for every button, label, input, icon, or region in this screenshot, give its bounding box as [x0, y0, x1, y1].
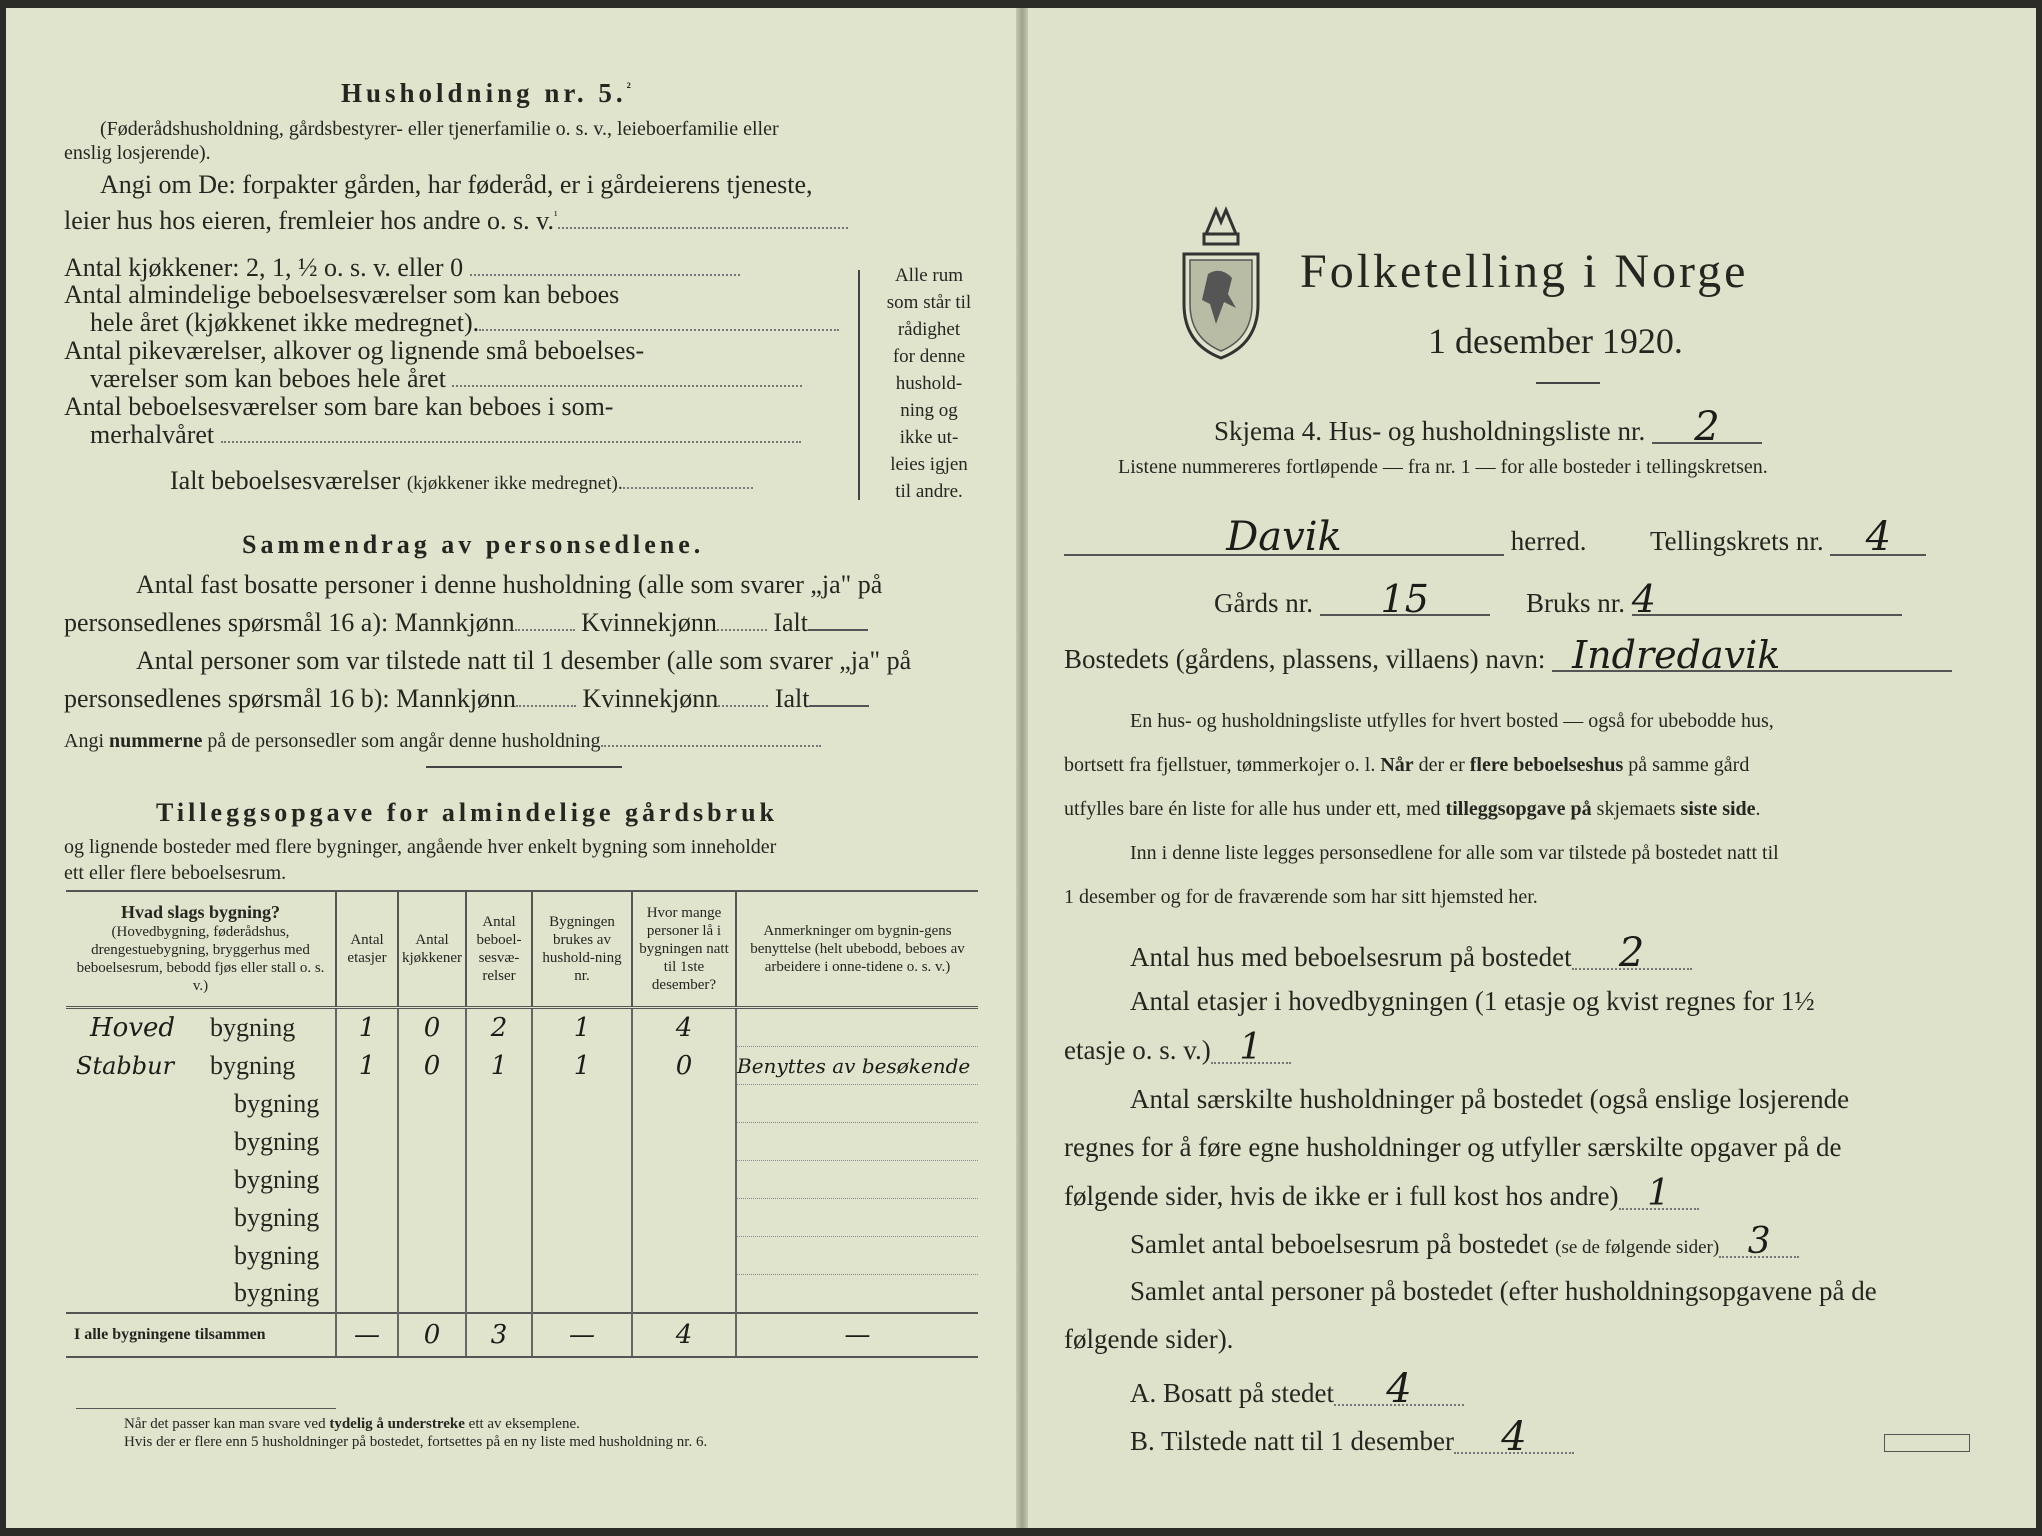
building-suffix: bygning [234, 1088, 320, 1118]
sarskilte-line-1: Antal særskilte husholdninger på bostedet (også enslige losjerende [1130, 1084, 1850, 1114]
cell-husholdning: 1 [532, 1008, 632, 1047]
tillegg-text-1: og lignende bosteder med flere bygninger, angående hver enkelt bygning som inneholder [64, 836, 777, 858]
total-personer: 4 [632, 1313, 736, 1357]
sarskilte-line-3: følgende sider, hvis de ikke er i full kost hos andre) 1 [1064, 1180, 1699, 1212]
angi-line-1: Angi om De: forpakter gården, har føderåd, er i gårdeierens tjeneste, [100, 170, 813, 199]
form-title: Folketelling i Norge [1300, 245, 1749, 298]
brace-line [858, 270, 860, 500]
header-husholdning: Bygningen brukes av hushold-ning nr. [532, 891, 632, 1008]
total-note: — [736, 1313, 978, 1357]
total-label: I alle bygningene tilsammen [66, 1313, 336, 1357]
tillegg-heading: Tilleggsopgave for almindelige gårdsbruk [156, 798, 779, 827]
tillegg-text-2: ett eller flere beboelsesrum. [64, 862, 287, 884]
brace-note: Alle rum som står til rådighet for denne hushold- ning og ikke ut- leies igjen til andre. [886, 265, 972, 502]
summary-heading: Sammendrag av personsedlene. [242, 530, 705, 559]
building-suffix: bygning [210, 1050, 296, 1080]
herred-value: Davik [1064, 520, 1504, 556]
rooms-line-small-2: værelser som kan beboes hele året [90, 364, 802, 394]
rooms-line-summer: Antal beboelsesværelser som bare kan beboes i som- [64, 392, 614, 421]
building-suffix: bygning [234, 1126, 320, 1156]
total-husholdning: — [532, 1313, 632, 1357]
table-row [66, 1199, 978, 1237]
summary-line-3: Antal personer som var tilstede natt til 1 desember (alle som svarer „ja" på [136, 646, 912, 675]
printer-stamp [1884, 1434, 1970, 1452]
bosatt-line: A. Bosatt på stedet 4 [1130, 1374, 1464, 1409]
building-suffix: bygning [210, 1012, 296, 1042]
etasjer-line-1: Antal etasjer i hovedbygningen (1 etasje og kvist regnes for 1½ [1130, 986, 1815, 1016]
total-row [66, 1313, 978, 1357]
bruks-value: 4 [1632, 584, 1902, 616]
hus-value: 2 [1572, 938, 1692, 970]
cell-kjokken: 0 [398, 1047, 466, 1085]
rooms-line-regular: Antal almindelige beboelsesværelser som kan beboes [64, 280, 620, 309]
footnote-1: Når det passer kan man svare ved tydelig å understreke ett av eksemplene. [124, 1416, 580, 1432]
table-row [66, 1008, 978, 1047]
samlet-pers-line-1: Samlet antal personer på bostedet (efter husholdningsopgavene på de [1130, 1276, 1877, 1306]
skjema-nr-value: 2 [1652, 412, 1762, 444]
header-building-type: Hvad slags bygning? (Hovedbygning, føderådshus, drengestuebygning, bryggerhus med beboelsesrum, bebodd fjøs eller stall o. s. v.) [66, 891, 336, 1008]
left-page [6, 8, 1016, 1528]
cell-husholdning: 1 [532, 1047, 632, 1085]
table-row [66, 1047, 978, 1085]
table-row [66, 1275, 978, 1314]
tilstede-line: B. Tilstede natt til 1 desember 4 [1130, 1422, 1574, 1457]
divider [426, 766, 622, 768]
cell-note: Benyttes av besøkende [736, 1047, 978, 1085]
tellingskrets-line: Tellingskrets nr. 4 [1650, 520, 1926, 557]
coat-of-arms-icon [1176, 204, 1266, 360]
etasjer-line-2: etasje o. s. v.) 1 [1064, 1034, 1291, 1066]
header-vaerelser: Antal beboel-sesvæ-relser [466, 891, 532, 1008]
cell-personer: 4 [632, 1008, 736, 1047]
sarskilte-value: 1 [1619, 1180, 1699, 1210]
bosted-line: Bostedets (gårdens, plassens, villaens) navn: Indredavik [1064, 640, 1952, 675]
info-line-1: En hus- og husholdningsliste utfylles for hvert bosted — også for ubebodde hus, [1130, 710, 1774, 732]
footnote-rule [76, 1408, 336, 1409]
gards-value: 15 [1320, 584, 1490, 616]
rooms-line-regular-2: hele året (kjøkkenet ikke medregnet). [90, 308, 839, 338]
summary-line-1: Antal fast bosatte personer i denne husholdning (alle som svarer „ja" på [136, 570, 883, 599]
gards-line: Gårds nr. 15 [1214, 584, 1490, 619]
skjema-line: Skjema 4. Hus- og husholdningsliste nr. 2 [1214, 412, 1762, 447]
building-suffix: bygning [234, 1278, 320, 1308]
footnote-2: Hvis der er flere enn 5 husholdninger på bostedet, fortsettes på en ny liste med husholdning nr. 6. [124, 1434, 708, 1450]
samlet-rum-value: 3 [1719, 1228, 1799, 1258]
household-intro-line-2: enslig losjerende). [64, 142, 211, 164]
cell-note [736, 1008, 978, 1047]
table-row [66, 1161, 978, 1199]
page-gutter [1016, 8, 1028, 1528]
hus-line: Antal hus med beboelsesrum på bostedet 2 [1130, 938, 1692, 973]
header-etasjer: Antal etasjer [336, 891, 398, 1008]
info-line-4: Inn i denne liste legges personsedlene for alle som var tilstede på bostedet natt til [1130, 842, 1779, 864]
summary-line-4: personsedlenes spørsmål 16 b): Mannkjønn Kvinnekjønn Ialt [64, 684, 869, 714]
cell-kjokken: 0 [398, 1008, 466, 1047]
cell-vaerelser: 1 [466, 1047, 532, 1085]
bosatt-value: 4 [1334, 1374, 1464, 1406]
samlet-pers-line-2: følgende sider). [1064, 1324, 1234, 1354]
tellingskrets-value: 4 [1830, 520, 1926, 556]
info-line-2: bortsett fra fjellstuer, tømmerkojer o. l. Når der er flere beboelseshus på samme gård [1064, 754, 1750, 776]
building-type-value: Stabbur [76, 1051, 175, 1080]
rooms-line-summer-2: merhalvåret [90, 420, 801, 450]
samlet-rum-line: Samlet antal beboelsesrum på bostedet (se de følgende sider) 3 [1130, 1228, 1799, 1260]
title-rule [1536, 382, 1600, 384]
cell-personer: 0 [632, 1047, 736, 1085]
table-header-row [66, 891, 978, 1008]
table-row [66, 1123, 978, 1161]
buildings-table [66, 890, 978, 1358]
info-line-5: 1 desember og for de fraværende som har sitt hjemsted her. [1064, 886, 1538, 908]
header-kjokkener: Antal kjøkkener [398, 891, 466, 1008]
household-heading: Husholdning nr. 5.$^{^2}$ [341, 78, 635, 108]
summary-line-2: personsedlenes spørsmål 16 a): Mannkjønn Kvinnekjønn Ialt [64, 608, 868, 638]
angi-nummerne: Angi nummerne på de personsedler som angår denne husholdning [64, 730, 821, 753]
bruks-line: Bruks nr. 4 [1526, 584, 1902, 619]
listene-note: Listene nummereres fortløpende — fra nr. 1 — for alle bosteder i tellingskretsen. [1118, 456, 1768, 478]
total-etasjer: — [336, 1313, 398, 1357]
building-suffix: bygning [234, 1240, 320, 1270]
building-suffix: bygning [234, 1202, 320, 1232]
table-row [66, 1237, 978, 1275]
ialt-rooms: Ialt beboelsesværelser (kjøkkener ikke medregnet). [170, 466, 753, 496]
tilstede-value: 4 [1454, 1422, 1574, 1454]
herred-line: Davik herred. [1064, 520, 1586, 557]
rooms-line-small: Antal pikeværelser, alkover og lignende små beboelses- [64, 336, 645, 365]
total-vaerelser: 3 [466, 1313, 532, 1357]
building-suffix: bygning [234, 1164, 320, 1194]
total-kjokken: 0 [398, 1313, 466, 1357]
info-line-3: utfylles bare én liste for alle hus under ett, med tilleggsopgave på skjemaets siste side. [1064, 798, 1761, 820]
sarskilte-line-2: regnes for å føre egne husholdninger og utfyller særskilte opgaver på de [1064, 1132, 1842, 1162]
bosted-value: Indredavik [1552, 640, 1952, 672]
etasjer-value: 1 [1211, 1034, 1291, 1064]
cell-vaerelser: 2 [466, 1008, 532, 1047]
census-form-spread [6, 8, 2036, 1528]
right-page [1028, 8, 2036, 1528]
form-date: 1 desember 1920. [1428, 321, 1683, 361]
header-anmerkninger: Anmerkninger om bygnin-gens benyttelse (helt ubebodd, beboes av arbeidere i onne-tidene o. s. v.) [736, 891, 978, 1008]
angi-line-2: leier hus hos eieren, fremleier hos andre o. s. v.$^{^1}$ [64, 206, 848, 236]
household-intro-line-1: (Føderådshusholdning, gårdsbestyrer- eller tjenerfamilie o. s. v., leieboerfamilie eller [100, 118, 779, 140]
building-type-value: Hoved [90, 1012, 176, 1043]
table-row [66, 1085, 978, 1123]
cell-etasjer: 1 [336, 1047, 398, 1085]
rooms-line-kitchens: Antal kjøkkener: 2, 1, ½ o. s. v. eller 0 [64, 253, 740, 283]
cell-etasjer: 1 [336, 1008, 398, 1047]
header-personer: Hvor mange personer lå i bygningen natt til 1ste desember? [632, 891, 736, 1008]
